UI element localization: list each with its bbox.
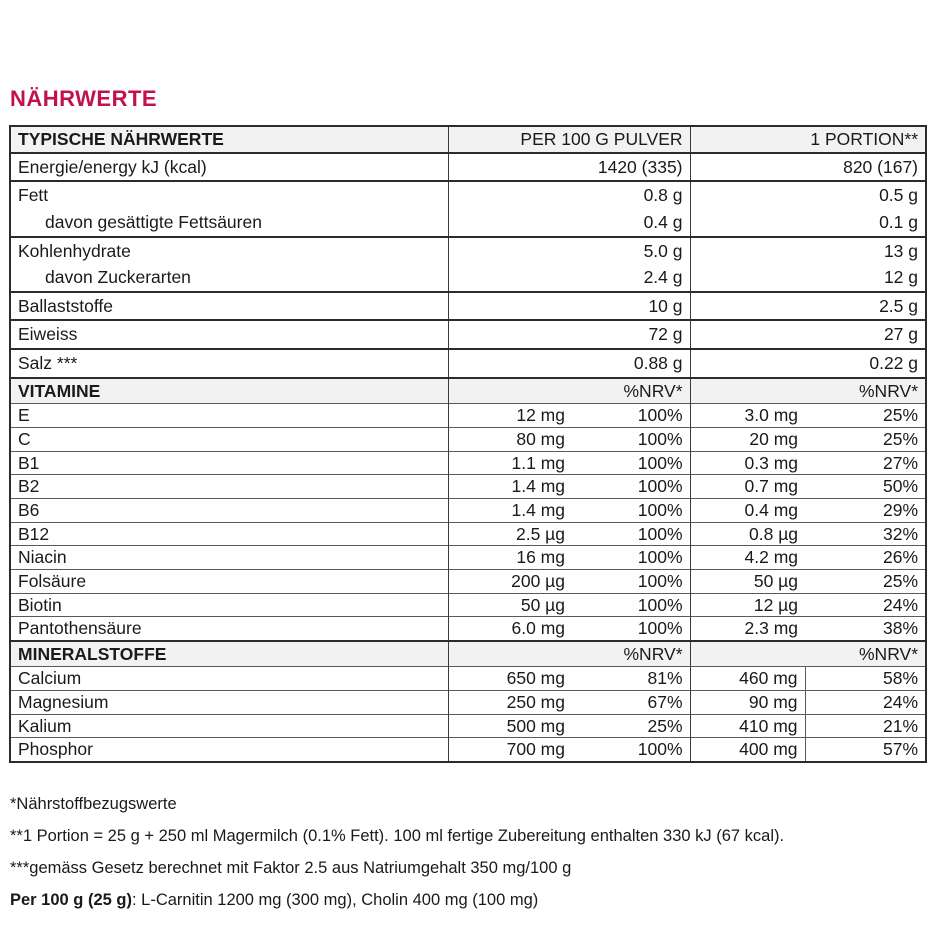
portion-amount: 3.0 mg <box>690 404 805 428</box>
table-row <box>10 667 926 691</box>
per100-nrv: 67% <box>572 691 690 715</box>
table-row <box>10 237 926 265</box>
table-row <box>10 593 926 617</box>
per100-nrv: 81% <box>572 667 690 691</box>
nutrient-label: Magnesium <box>10 691 448 715</box>
section-header-row <box>10 641 926 667</box>
portion-value: 0.5 g <box>879 185 919 206</box>
per100-amount: 200 µg <box>448 569 572 593</box>
nutrient-label: Eiweiss <box>10 320 448 349</box>
per100-nrv: 100% <box>572 498 690 522</box>
nutrient-label: Folsäure <box>10 569 448 593</box>
per100-nrv: 100% <box>572 617 690 641</box>
per100-value: 0.88 g <box>448 349 690 378</box>
nutrient-label: E <box>10 404 448 428</box>
per100-value: 0.8 g <box>448 181 690 209</box>
per100-value: 1420 (335) <box>448 153 690 182</box>
portion-amount: 4.2 mg <box>690 546 805 570</box>
nutrient-label: Niacin <box>10 546 448 570</box>
per100-nrv: 100% <box>572 569 690 593</box>
minerals-section <box>10 641 926 762</box>
portion-amount: 0.4 mg <box>690 498 805 522</box>
nutrient-label: Ballaststoffe <box>10 292 448 321</box>
footnote-extras-rest: : L-Carnitin 1200 mg (300 mg), Cholin 400 mg (100 mg) <box>131 891 539 910</box>
portion-nrv: 27% <box>805 451 926 475</box>
footnote-salt: ***gemäss Gesetz berechnet mit Faktor 2.5 aus Natriumgehalt 350 mg/100 g <box>10 859 572 878</box>
portion-nrv: 24% <box>805 593 926 617</box>
table-row <box>10 691 926 715</box>
portion-nrv: 38% <box>805 617 926 641</box>
table-row <box>10 522 926 546</box>
header-portion: 1 PORTION** <box>690 126 926 153</box>
portion-amount: 20 mg <box>690 428 805 452</box>
nutrient-label: C <box>10 428 448 452</box>
per100-nrv: 100% <box>572 522 690 546</box>
table-row <box>10 714 926 738</box>
table-header-group <box>10 126 926 153</box>
per100-nrv: 100% <box>572 428 690 452</box>
nutrient-sublabel: davon Zuckerarten <box>10 264 448 292</box>
per100-nrv: 100% <box>572 404 690 428</box>
table-row <box>10 546 926 570</box>
portion-amount: 0.7 mg <box>690 475 805 499</box>
fibre-group <box>10 292 926 321</box>
per100-amount: 500 mg <box>448 714 572 738</box>
per100-amount: 1.4 mg <box>448 475 572 499</box>
section-title: MINERALSTOFFE <box>10 641 448 667</box>
nutrient-label: Kalium <box>10 714 448 738</box>
portion-nrv: 57% <box>805 738 926 762</box>
nutrient-label: B2 <box>10 475 448 499</box>
nutrient-label: Calcium <box>10 667 448 691</box>
per100-value: 2.4 g <box>448 264 690 292</box>
portion-nrv: 25% <box>805 569 926 593</box>
table-row <box>10 349 926 378</box>
per100-amount: 12 mg <box>448 404 572 428</box>
section-header-row <box>10 378 926 404</box>
per100-amount: 2.5 µg <box>448 522 572 546</box>
nutrient-label: B12 <box>10 522 448 546</box>
per100-value: 72 g <box>448 320 690 349</box>
portion-nrv: 58% <box>805 667 926 691</box>
nutrient-label: Salz *** <box>10 349 448 378</box>
footnote-nrv: *Nährstoffbezugswerte <box>10 795 177 814</box>
table-row <box>10 320 926 349</box>
per100-nrv-header: %NRV* <box>448 378 690 404</box>
header-label: TYPISCHE NÄHRWERTE <box>10 126 448 153</box>
table-row <box>10 292 926 321</box>
per100-amount: 1.4 mg <box>448 498 572 522</box>
portion-nrv: 26% <box>805 546 926 570</box>
portion-nrv: 25% <box>805 428 926 452</box>
nutrient-label: Biotin <box>10 593 448 617</box>
table-row <box>10 451 926 475</box>
per100-amount: 700 mg <box>448 738 572 762</box>
section-title: VITAMINE <box>10 378 448 404</box>
salt-group <box>10 349 926 378</box>
table-header-row <box>10 126 926 153</box>
portion-amount: 12 µg <box>690 593 805 617</box>
portion-nrv: 24% <box>805 691 926 715</box>
table-row <box>10 428 926 452</box>
per100-nrv: 100% <box>572 546 690 570</box>
per100-value: 10 g <box>448 292 690 321</box>
nutrient-sublabel: davon gesättigte Fettsäuren <box>10 209 448 237</box>
portion-value: 820 (167) <box>843 156 919 177</box>
portion-value: 27 g <box>883 324 919 345</box>
portion-value: 13 g <box>883 240 919 261</box>
portion-nrv-header: %NRV* <box>690 378 926 404</box>
table-row <box>10 181 926 209</box>
table-row <box>10 617 926 641</box>
per100-amount: 50 µg <box>448 593 572 617</box>
protein-group <box>10 320 926 349</box>
per100-nrv: 25% <box>572 714 690 738</box>
nutrient-label: Kohlenhydrate <box>10 237 448 265</box>
per100-amount: 650 mg <box>448 667 572 691</box>
portion-nrv: 25% <box>805 404 926 428</box>
table-subrow <box>10 209 926 237</box>
nutrient-label: Energie/energy kJ (kcal) <box>10 153 448 182</box>
per100-amount: 250 mg <box>448 691 572 715</box>
per100-nrv: 100% <box>572 451 690 475</box>
nutrient-label: Pantothensäure <box>10 617 448 641</box>
portion-amount: 400 mg <box>690 738 805 762</box>
carbohydrate-group <box>10 237 926 292</box>
portion-value: 12 g <box>883 267 919 288</box>
portion-value: 0.1 g <box>879 211 919 232</box>
table-row <box>10 569 926 593</box>
portion-nrv: 29% <box>805 498 926 522</box>
per100-amount: 80 mg <box>448 428 572 452</box>
portion-nrv: 32% <box>805 522 926 546</box>
header-per100: PER 100 G PULVER <box>448 126 690 153</box>
footnote-extras-lead: Per 100 g (25 g) <box>10 891 132 910</box>
portion-amount: 50 µg <box>690 569 805 593</box>
nutrient-label: Fett <box>10 181 448 209</box>
fat-group <box>10 181 926 236</box>
per100-nrv: 100% <box>572 738 690 762</box>
portion-amount: 410 mg <box>690 714 805 738</box>
table-row <box>10 404 926 428</box>
per100-nrv: 100% <box>572 475 690 499</box>
table-subrow <box>10 264 926 292</box>
footnote-extras <box>10 890 925 911</box>
portion-amount: 90 mg <box>690 691 805 715</box>
portion-amount: 0.8 µg <box>690 522 805 546</box>
per100-nrv: 100% <box>572 593 690 617</box>
footnotes <box>10 794 925 911</box>
per100-value: 0.4 g <box>448 209 690 237</box>
nutrient-label: B1 <box>10 451 448 475</box>
table-row <box>10 498 926 522</box>
footnote-portion: **1 Portion = 25 g + 250 ml Magermilch (0.1% Fett). 100 ml fertige Zubereitung enthalten 330 kJ (67 kcal). <box>10 827 785 846</box>
page-title: NÄHRWERTE <box>10 86 158 111</box>
portion-amount: 2.3 mg <box>690 617 805 641</box>
energy-group <box>10 153 926 182</box>
nutrition-table <box>9 125 927 763</box>
table-row <box>10 475 926 499</box>
per100-amount: 1.1 mg <box>448 451 572 475</box>
portion-nrv: 21% <box>805 714 926 738</box>
portion-amount: 460 mg <box>690 667 805 691</box>
table-row <box>10 153 926 182</box>
table-row <box>10 738 926 762</box>
portion-nrv: 50% <box>805 475 926 499</box>
portion-value: 2.5 g <box>879 295 919 316</box>
nutrient-label: B6 <box>10 498 448 522</box>
portion-value: 0.22 g <box>869 353 919 374</box>
vitamins-section <box>10 378 926 641</box>
per100-value: 5.0 g <box>448 237 690 265</box>
portion-nrv-header: %NRV* <box>690 641 926 667</box>
per100-amount: 16 mg <box>448 546 572 570</box>
nutrient-label: Phosphor <box>10 738 448 762</box>
portion-amount: 0.3 mg <box>690 451 805 475</box>
per100-amount: 6.0 mg <box>448 617 572 641</box>
per100-nrv-header: %NRV* <box>448 641 690 667</box>
